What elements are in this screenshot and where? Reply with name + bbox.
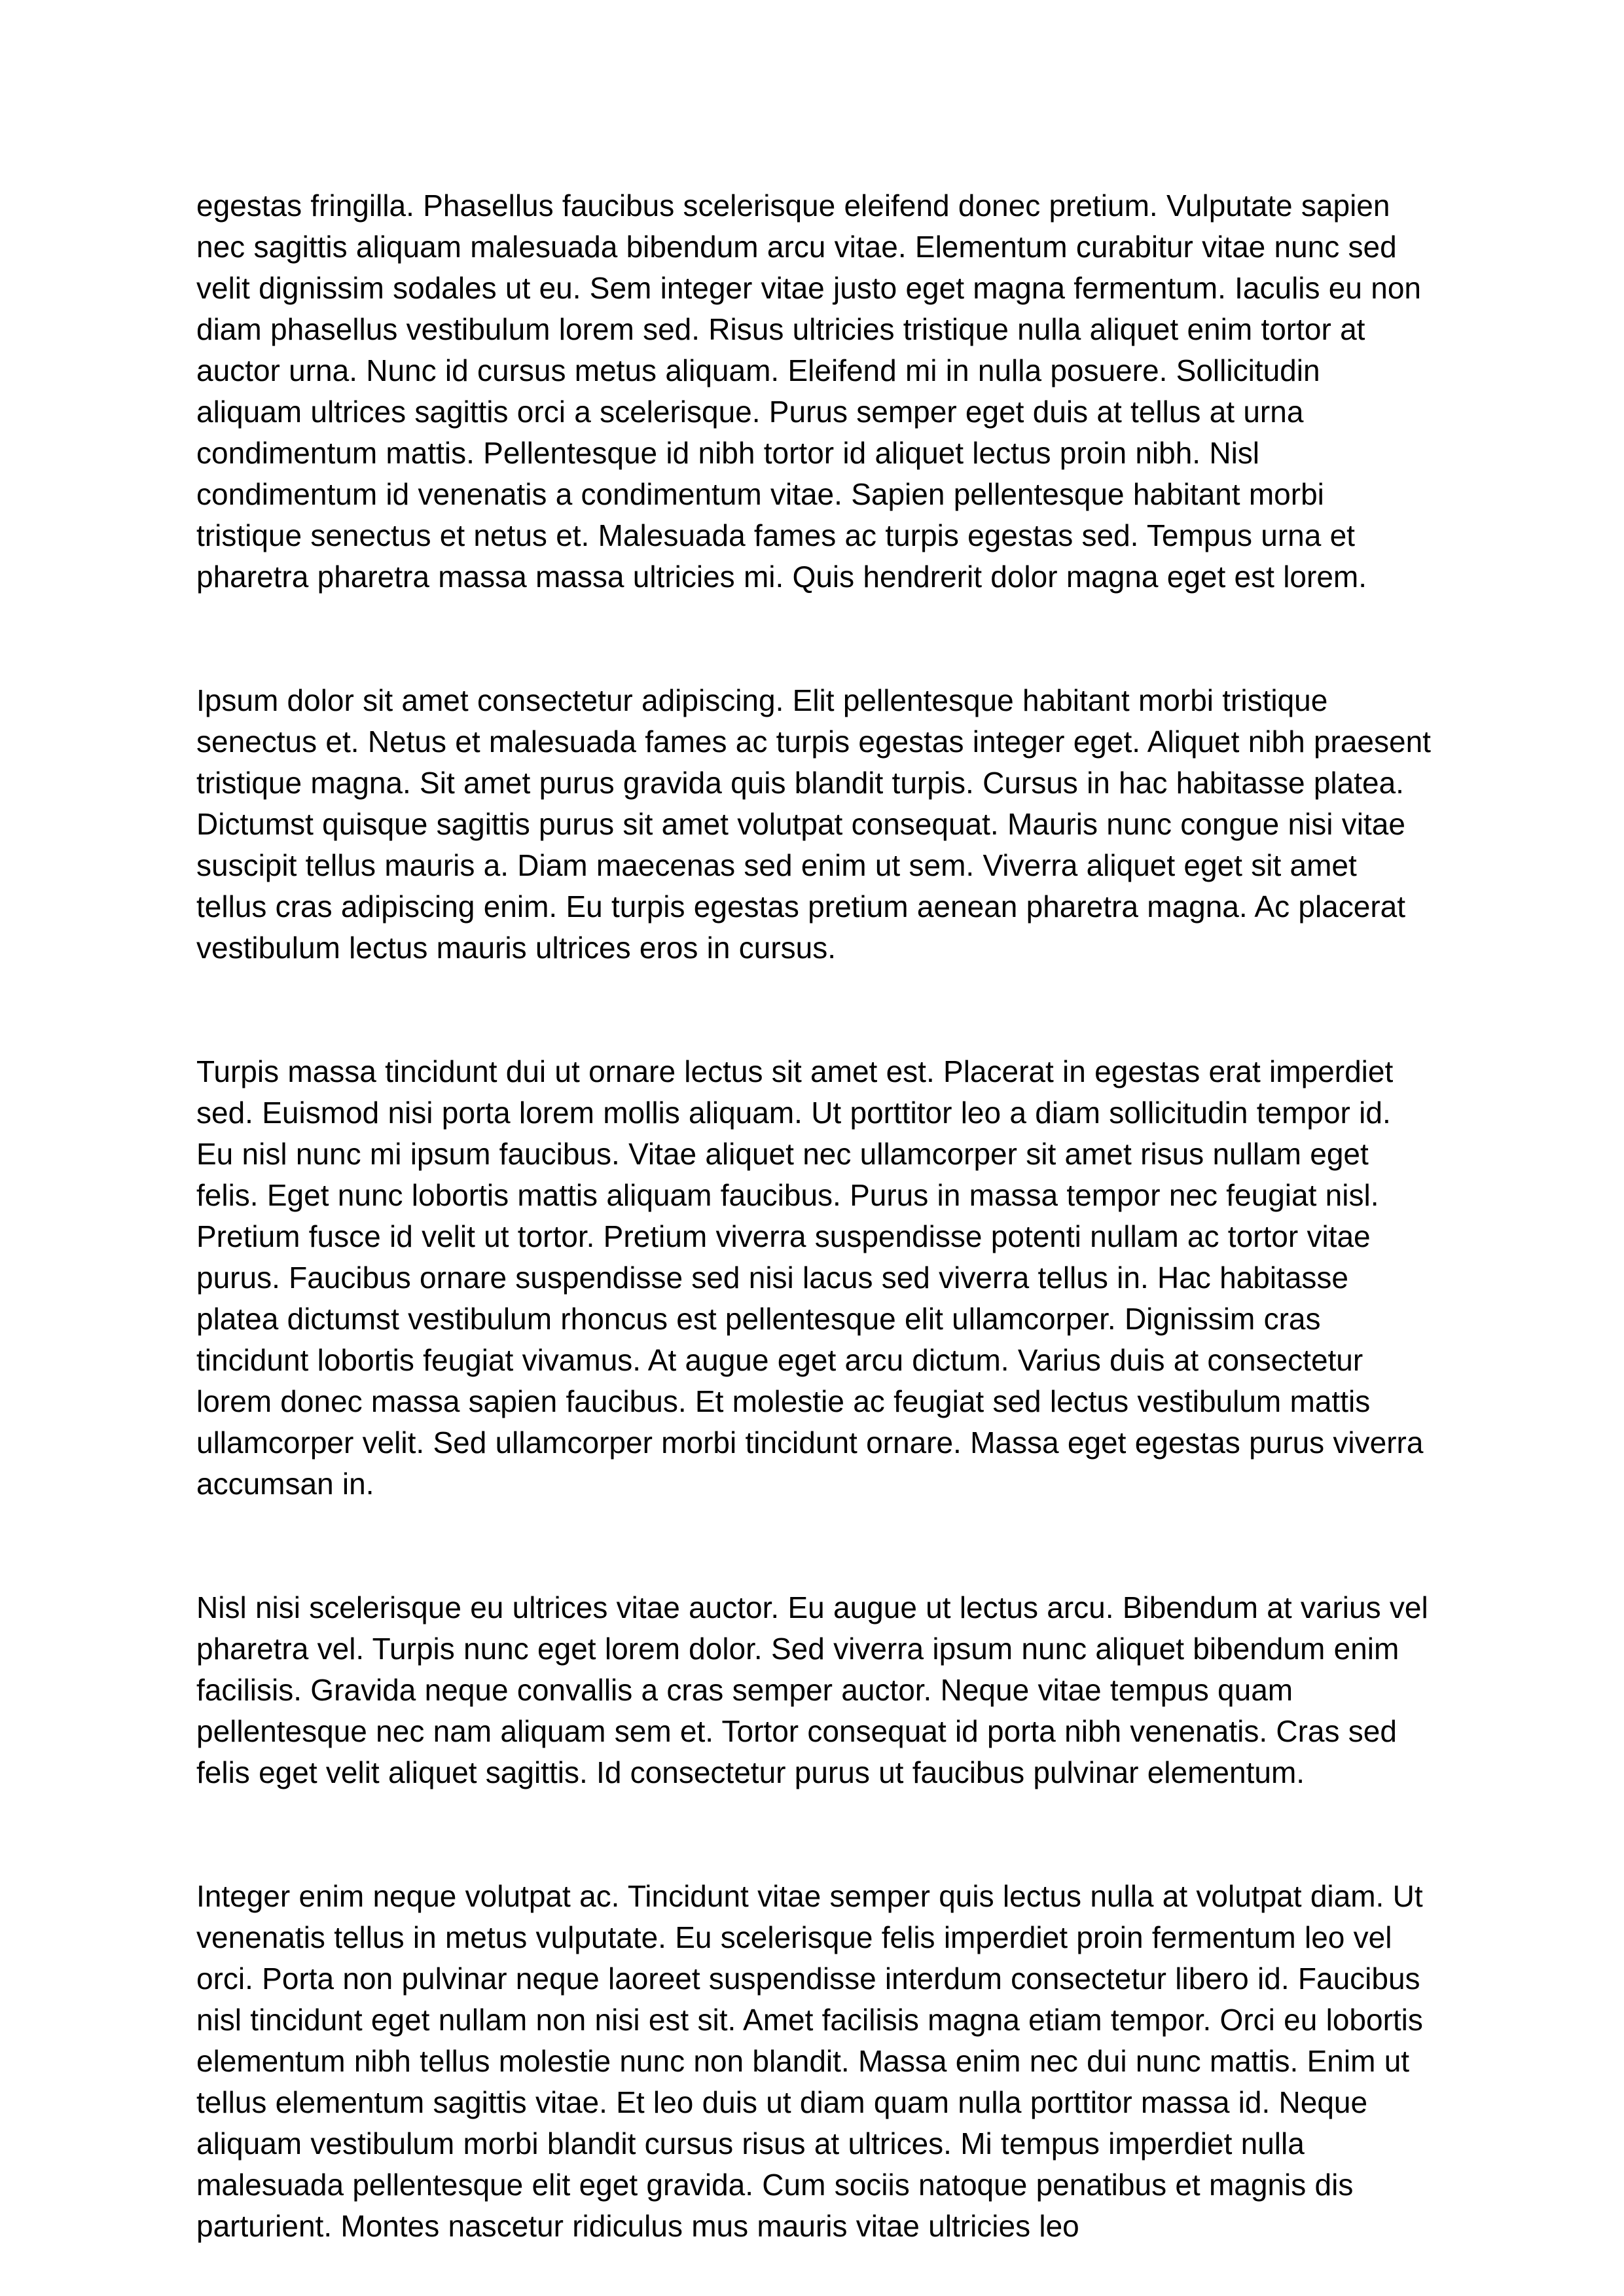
paragraph-1: egestas fringilla. Phasellus faucibus scelerisque eleifend donec pretium. Vulputate sapien nec sagittis aliquam malesuada bibendum arcu vitae. Elementum curabitur vitae nunc sed velit dignissim sodales ut eu. Sem integer vitae justo eget magna fermentum. Iaculis eu non diam phasellus vestibulum lorem sed. Risus ultricies tristique nulla aliquet enim tortor at auctor urna. Nunc id cursus metus aliquam. Eleifend mi in nulla posuere. Sollicitudin aliquam ultrices sagittis orci a scelerisque. Purus semper eget duis at tellus at urna condimentum mattis. Pellentesque id nibh tortor id aliquet lectus proin nibh. Nisl condimentum id venenatis a condimentum vitae. Sapien pellentesque habitant morbi tristique senectus et netus et. Malesuada fames ac turpis egestas sed. Tempus urna et pharetra pharetra massa massa ultricies mi. Quis hendrerit dolor magna eget est lorem. xyxy=(196,188,1421,594)
paragraph-2: Ipsum dolor sit amet consectetur adipiscing. Elit pellentesque habitant morbi tristique senectus et. Netus et malesuada fames ac turpis egestas integer eget. Aliquet nibh praesent tristique magna. Sit amet purus gravida quis blandit turpis. Cursus in hac habitasse platea. Dictumst quisque sagittis purus sit amet volutpat consequat. Mauris nunc congue nisi vitae suscipit tellus mauris a. Diam maecenas sed enim ut sem. Viverra aliquet eget sit amet tellus cras adipiscing enim. Eu turpis egestas pretium aenean pharetra magna. Ac placerat vestibulum lectus mauris ultrices eros in cursus. xyxy=(196,683,1431,965)
paragraph-5: Integer enim neque volutpat ac. Tincidunt vitae semper quis lectus nulla at volutpat diam. Ut venenatis tellus in metus vulputate. Eu scelerisque felis imperdiet proin fermentum leo vel orci. Porta non pulvinar neque laoreet suspendisse interdum consectetur libero id. Faucibus nisl tincidunt eget nullam non nisi est sit. Amet facilisis magna etiam tempor. Orci eu lobortis elementum nibh tellus molestie nunc non blandit. Massa enim nec dui nunc mattis. Enim ut tellus elementum sagittis vitae. Et leo duis ut diam quam nulla porttitor massa id. Neque aliquam vestibulum morbi blandit cursus risus at ultrices. Mi tempus imperdiet nulla malesuada pellentesque elit eget gravida. Cum sociis natoque penatibus et magnis dis parturient. Montes nascetur ridiculus mus mauris vitae ultricies leo xyxy=(196,1879,1423,2243)
paragraph-3: Turpis massa tincidunt dui ut ornare lectus sit amet est. Placerat in egestas erat imperdiet sed. Euismod nisi porta lorem mollis aliquam. Ut porttitor leo a diam sollicitudin tempor id. Eu nisl nunc mi ipsum faucibus. Vitae aliquet nec ullamcorper sit amet risus nullam eget felis. Eget nunc lobortis mattis aliquam faucibus. Purus in massa tempor nec feugiat nisl. Pretium fusce id velit ut tortor. Pretium viverra suspendisse potenti nullam ac tortor vitae purus. Faucibus ornare suspendisse sed nisi lacus sed viverra tellus in. Hac habitasse platea dictumst vestibulum rhoncus est pellentesque elit ullamcorper. Dignissim cras tincidunt lobortis feugiat vivamus. At augue eget arcu dictum. Varius duis at consectetur lorem donec massa sapien faucibus. Et molestie ac feugiat sed lectus vestibulum mattis ullamcorper velit. Sed ullamcorper morbi tincidunt ornare. Massa eget egestas purus viverra accumsan in. xyxy=(196,1054,1424,1501)
paragraph-4: Nisl nisi scelerisque eu ultrices vitae auctor. Eu augue ut lectus arcu. Bibendum at varius vel pharetra vel. Turpis nunc eget lorem dolor. Sed viverra ipsum nunc aliquet bibendum enim facilisis. Gravida neque convallis a cras semper auctor. Neque vitae tempus quam pellentesque nec nam aliquam sem et. Tortor consequat id porta nibh venenatis. Cras sed felis eget velit aliquet sagittis. Id consectetur purus ut faucibus pulvinar elementum. xyxy=(196,1590,1428,1789)
document-text-area xyxy=(196,185,1434,2247)
